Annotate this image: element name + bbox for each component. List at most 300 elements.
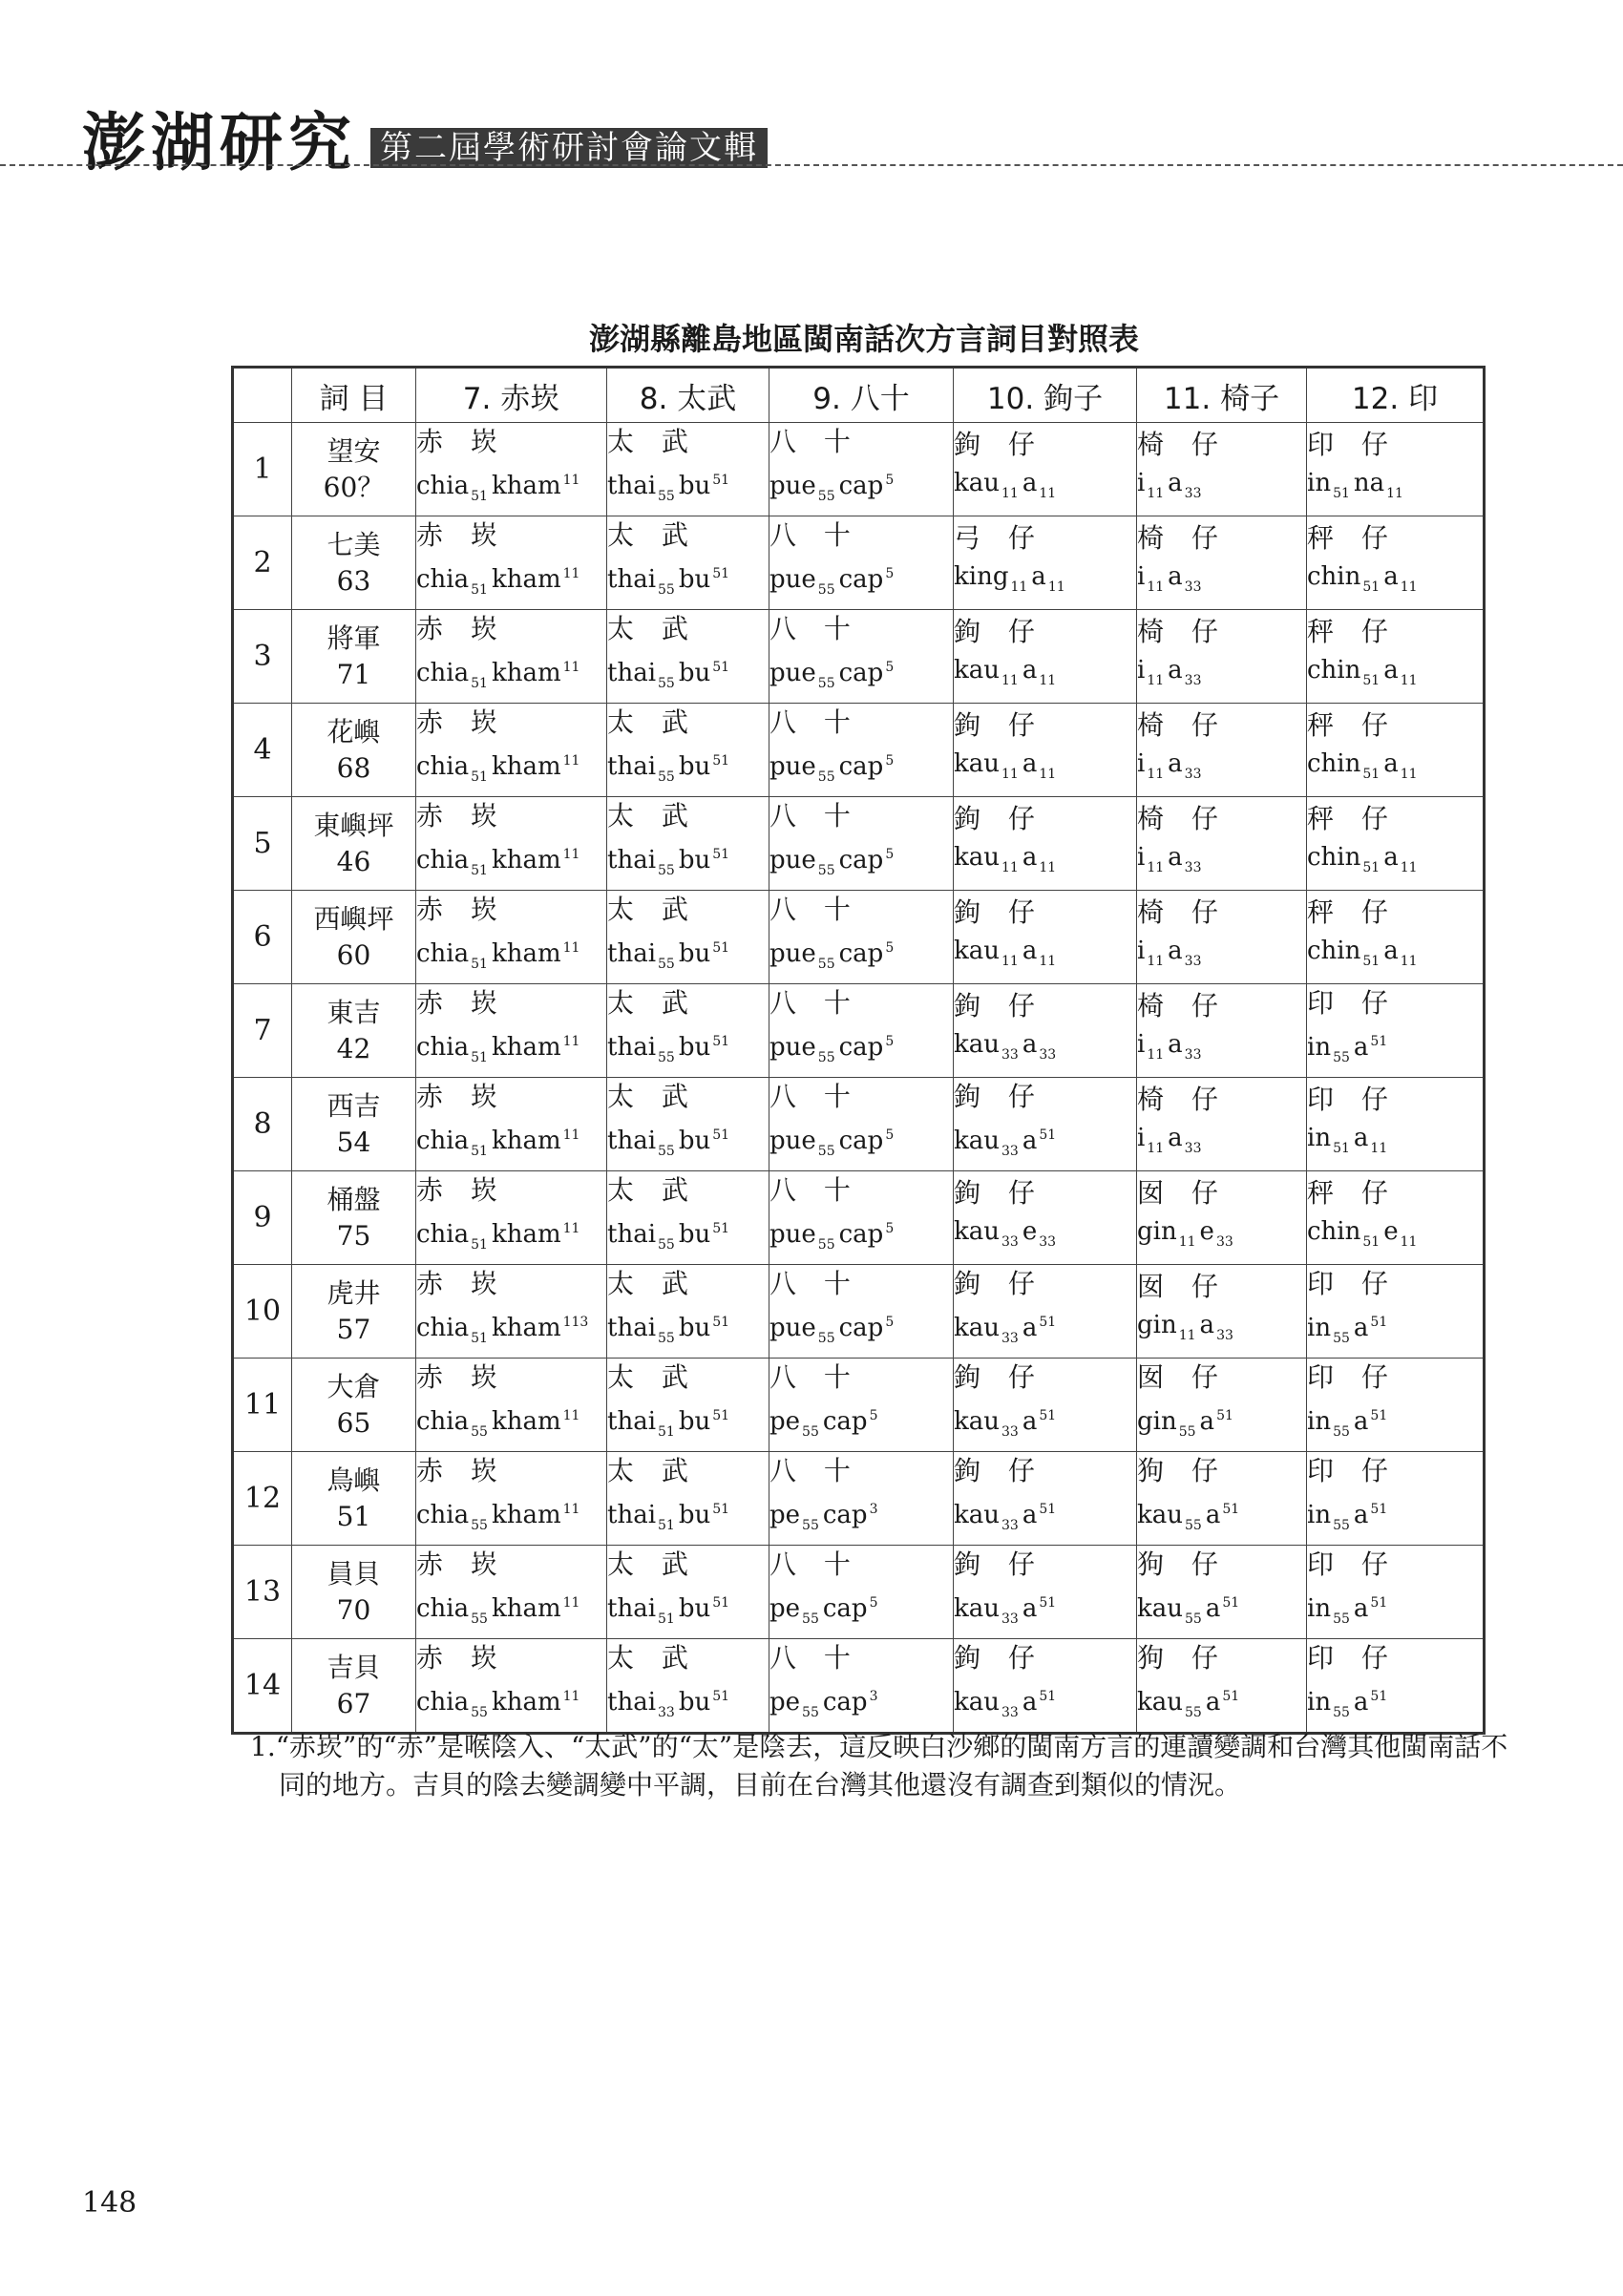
- tone-number: 55: [658, 1237, 675, 1253]
- syllable: kau: [954, 843, 1001, 872]
- word-cell: [769, 1359, 954, 1452]
- tone-number: 33: [658, 1705, 675, 1720]
- tone-number: 11: [1386, 486, 1403, 501]
- tone-number: 51: [1039, 1127, 1057, 1143]
- tone-number: 5: [869, 1595, 878, 1611]
- tone-number: 51: [1039, 1595, 1057, 1611]
- syllable: i: [1137, 1030, 1146, 1059]
- tone-number: 11: [1147, 673, 1165, 688]
- word-characters: 太 武: [607, 1081, 698, 1112]
- syllable: kham: [491, 752, 561, 781]
- syllable: chia: [416, 1407, 470, 1436]
- word-cell: [1137, 423, 1307, 516]
- syllable: pue: [769, 1127, 816, 1155]
- place-cell: [292, 516, 416, 610]
- word-characters: 太 武: [607, 1174, 698, 1206]
- romanization: [954, 932, 1136, 980]
- word-cell: [769, 1171, 954, 1265]
- word-cell: [954, 1265, 1137, 1359]
- word-characters: 太 武: [607, 800, 698, 832]
- word-cell: [1137, 1078, 1307, 1171]
- tone-number: 11: [1147, 1141, 1165, 1156]
- word-cell: [1307, 1639, 1485, 1734]
- tone-number: 55: [658, 863, 675, 878]
- word-cell: [416, 1639, 607, 1734]
- word-cell: [1307, 610, 1485, 704]
- word-cell: [769, 797, 954, 891]
- syllable: pue: [769, 846, 816, 874]
- place-cell: [292, 610, 416, 704]
- syllable: kham: [491, 659, 561, 687]
- word-cell: [1137, 1639, 1307, 1734]
- syllable: bu: [678, 1220, 711, 1249]
- tone-number: 51: [712, 1034, 730, 1049]
- tone-number: 55: [817, 1050, 835, 1065]
- romanization: [769, 929, 953, 983]
- tone-number: 51: [1362, 673, 1381, 688]
- syllable: bu: [678, 1501, 711, 1529]
- table-row: [233, 1546, 1485, 1639]
- word-cell: [416, 1546, 607, 1639]
- tone-number: 55: [658, 769, 675, 785]
- tone-number: 51: [712, 1127, 730, 1143]
- syllable: gin: [1137, 1311, 1177, 1339]
- syllable: cap: [838, 565, 884, 594]
- syllable: a: [1168, 1030, 1183, 1059]
- tone-number: 51: [471, 489, 488, 504]
- word-characters: 太 武: [607, 1268, 698, 1299]
- syllable: kham: [491, 1033, 561, 1062]
- romanization: [1307, 1677, 1483, 1732]
- word-characters: 鉤 仔: [954, 709, 1044, 741]
- syllable: thai: [607, 752, 657, 781]
- table-row: [233, 1265, 1485, 1359]
- table-row: [233, 704, 1485, 797]
- tone-number: 33: [1039, 1234, 1057, 1250]
- tone-number: 11: [1039, 954, 1057, 969]
- syllable: kham: [491, 565, 561, 594]
- word-characters: 八 十: [769, 894, 860, 925]
- tone-number: 11: [1001, 954, 1019, 969]
- word-characters: 太 武: [607, 1548, 698, 1580]
- romanization: [954, 1677, 1136, 1732]
- tone-number: 5: [885, 753, 895, 769]
- tone-number: 33: [1184, 673, 1202, 688]
- tone-number: 55: [1185, 1518, 1202, 1533]
- tone-number: 33: [1001, 1047, 1019, 1063]
- word-cell: [1307, 1546, 1485, 1639]
- tone-number: 33: [1184, 860, 1202, 875]
- tone-number: 11: [1178, 1234, 1196, 1250]
- tone-number: 55: [817, 1331, 835, 1346]
- syllable: thai: [607, 565, 657, 594]
- syllable: cap: [838, 1127, 884, 1155]
- word-cell: [1307, 1171, 1485, 1265]
- word-characters: 印 仔: [1307, 1268, 1398, 1299]
- tone-number: 11: [562, 1408, 580, 1423]
- romanization: [769, 742, 953, 796]
- syllable: kau: [954, 1594, 1001, 1623]
- syllable: kau: [954, 937, 1001, 965]
- tone-number: 55: [471, 1611, 488, 1627]
- tone-number: 55: [1333, 1050, 1350, 1065]
- syllable: kham: [491, 1688, 561, 1717]
- syllable: a: [1022, 1688, 1038, 1717]
- romanization: [607, 1210, 769, 1264]
- tone-number: 55: [658, 582, 675, 598]
- place-cell: [292, 704, 416, 797]
- word-cell: [954, 1359, 1137, 1452]
- row-number: 4: [233, 704, 292, 797]
- tone-number: 33: [1001, 1234, 1019, 1250]
- tone-number: 55: [802, 1518, 819, 1533]
- word-characters: 太 武: [607, 1642, 698, 1674]
- word-cell: [607, 610, 769, 704]
- word-cell: [769, 1452, 954, 1546]
- syllable: bu: [678, 1594, 711, 1623]
- tone-number: 11: [1001, 767, 1019, 782]
- tone-number: 55: [658, 489, 675, 504]
- word-cell: [1307, 1265, 1485, 1359]
- tone-number: 5: [885, 1221, 895, 1236]
- tone-number: 11: [1001, 486, 1019, 501]
- tone-number: 55: [802, 1705, 819, 1720]
- syllable: in: [1307, 1594, 1332, 1623]
- place-code: 46: [336, 845, 371, 877]
- word-cell: [416, 797, 607, 891]
- tone-number: 5: [885, 473, 895, 488]
- place-name: 西吉: [327, 1089, 381, 1122]
- table-row: [233, 1359, 1485, 1452]
- header-cell: 11. 椅子: [1137, 368, 1307, 423]
- row-number: 6: [233, 891, 292, 984]
- tone-number: 33: [1184, 486, 1202, 501]
- syllable: a: [1353, 1314, 1369, 1342]
- romanization: [954, 1397, 1136, 1451]
- word-cell: [1137, 1171, 1307, 1265]
- tone-number: 11: [1001, 860, 1019, 875]
- place-name: 七美: [327, 528, 381, 560]
- syllable: bu: [678, 1127, 711, 1155]
- syllable: kau: [1137, 1501, 1184, 1529]
- tone-number: 55: [1333, 1705, 1350, 1720]
- syllable: chia: [416, 1501, 470, 1529]
- romanization: [769, 1303, 953, 1358]
- romanization: [769, 1397, 953, 1451]
- romanization: [769, 1490, 953, 1545]
- word-cell: [769, 984, 954, 1078]
- word-characters: 八 十: [769, 987, 860, 1019]
- syllable: cap: [838, 1314, 884, 1342]
- syllable: a: [1383, 937, 1399, 965]
- romanization: [954, 1025, 1136, 1074]
- tone-number: 55: [1333, 1518, 1350, 1533]
- syllable: in: [1307, 1033, 1332, 1062]
- word-cell: [1137, 1265, 1307, 1359]
- syllable: a: [1205, 1501, 1221, 1529]
- word-characters: 太 武: [607, 519, 698, 551]
- syllable: e: [1199, 1217, 1214, 1246]
- tone-number: 51: [1222, 1595, 1240, 1611]
- syllable: pue: [769, 1033, 816, 1062]
- place-code: 60: [336, 938, 371, 971]
- word-characters: 鉤 仔: [954, 1361, 1044, 1393]
- romanization: [416, 1490, 606, 1545]
- word-characters: 赤 崁: [416, 1268, 507, 1299]
- tone-number: 11: [562, 1502, 580, 1517]
- word-characters: 赤 崁: [416, 894, 507, 925]
- word-cell: [769, 704, 954, 797]
- place-code: 54: [336, 1126, 371, 1158]
- tone-number: 11: [1370, 1141, 1388, 1156]
- tone-number: 55: [1333, 1424, 1350, 1440]
- tone-number: 55: [471, 1424, 488, 1440]
- syllable: chin: [1307, 843, 1361, 872]
- syllable: in: [1307, 1124, 1332, 1152]
- tone-number: 33: [1001, 1611, 1019, 1627]
- word-cell: [416, 1171, 607, 1265]
- romanization: [1137, 1490, 1306, 1545]
- tone-number: 5: [885, 566, 895, 581]
- word-characters: 赤 崁: [416, 613, 507, 644]
- place-cell: [292, 1452, 416, 1546]
- syllable: kham: [491, 472, 561, 500]
- tone-number: 55: [817, 1144, 835, 1159]
- tone-number: 33: [1001, 1705, 1019, 1720]
- romanization: [1307, 464, 1483, 513]
- syllable: kham: [491, 1594, 561, 1623]
- word-characters: 鉤 仔: [954, 990, 1044, 1022]
- word-cell: [607, 516, 769, 610]
- word-characters: 印 仔: [1307, 1455, 1398, 1486]
- syllable: a: [1168, 937, 1183, 965]
- row-number: 13: [233, 1546, 292, 1639]
- tone-number: 33: [1039, 1047, 1057, 1063]
- tone-number: 51: [471, 676, 488, 691]
- romanization: [1307, 1490, 1483, 1545]
- romanization: [607, 1303, 769, 1358]
- tone-number: 33: [1216, 1328, 1233, 1343]
- word-characters: 八 十: [769, 1174, 860, 1206]
- tone-number: 5: [885, 940, 895, 956]
- word-cell: [954, 423, 1137, 516]
- word-characters: 印 仔: [1307, 1642, 1398, 1674]
- word-cell: [607, 704, 769, 797]
- syllable: a: [1022, 656, 1038, 685]
- word-characters: 印 仔: [1307, 429, 1398, 460]
- syllable: thai: [607, 846, 657, 874]
- tone-number: 55: [1185, 1611, 1202, 1627]
- word-characters: 椅 仔: [1137, 896, 1228, 928]
- word-characters: 太 武: [607, 894, 698, 925]
- tone-number: 55: [817, 489, 835, 504]
- tone-number: 33: [1001, 1331, 1019, 1346]
- table-row: [233, 1171, 1485, 1265]
- romanization: [607, 1022, 769, 1077]
- place-code: 60？: [323, 471, 385, 503]
- syllable: kau: [954, 1217, 1001, 1246]
- romanization: [1137, 1025, 1306, 1074]
- syllable: chin: [1307, 1217, 1361, 1246]
- word-cell: [416, 423, 607, 516]
- tone-number: 11: [1400, 673, 1418, 688]
- syllable: a: [1383, 749, 1399, 778]
- comparison-table: [231, 366, 1486, 1735]
- tone-number: 51: [1039, 1315, 1057, 1330]
- word-cell: [416, 704, 607, 797]
- syllable: bu: [678, 565, 711, 594]
- tone-number: 55: [817, 676, 835, 691]
- syllable: kau: [954, 1407, 1001, 1436]
- syllable: a: [1022, 1594, 1038, 1623]
- place-code: 65: [336, 1406, 371, 1439]
- word-cell: [1137, 984, 1307, 1078]
- syllable: a: [1022, 469, 1038, 497]
- romanization: [607, 742, 769, 796]
- word-characters: 太 武: [607, 613, 698, 644]
- syllable: gin: [1137, 1407, 1177, 1436]
- romanization: [954, 1584, 1136, 1638]
- syllable: a: [1383, 656, 1399, 685]
- romanization: [769, 648, 953, 703]
- syllable: kau: [954, 1127, 1001, 1155]
- tone-number: 33: [1184, 1047, 1202, 1063]
- tone-number: 51: [1362, 954, 1381, 969]
- header-cell: 8. 太武: [607, 368, 769, 423]
- tone-number: 11: [1400, 860, 1418, 875]
- romanization: [1307, 1303, 1483, 1358]
- tone-number: 33: [1184, 767, 1202, 782]
- word-cell: [416, 1359, 607, 1452]
- syllable: a: [1022, 1407, 1038, 1436]
- word-characters: 椅 仔: [1137, 429, 1228, 460]
- romanization: [954, 1212, 1136, 1261]
- table-row: [233, 423, 1485, 516]
- romanization: [607, 648, 769, 703]
- tone-number: 55: [658, 1331, 675, 1346]
- syllable: cap: [822, 1688, 868, 1717]
- syllable: bu: [678, 1033, 711, 1062]
- syllable: a: [1022, 937, 1038, 965]
- word-cell: [954, 516, 1137, 610]
- syllable: kau: [954, 1030, 1001, 1059]
- word-cell: [607, 1078, 769, 1171]
- row-number: 12: [233, 1452, 292, 1546]
- place-name: 東吉: [327, 996, 381, 1028]
- tone-number: 55: [1333, 1611, 1350, 1627]
- romanization: [416, 1116, 606, 1170]
- romanization: [769, 555, 953, 609]
- tone-number: 33: [1184, 1141, 1202, 1156]
- word-characters: 鉤 仔: [954, 1455, 1044, 1486]
- word-characters: 八 十: [769, 706, 860, 738]
- place-cell: [292, 1546, 416, 1639]
- romanization: [769, 1584, 953, 1638]
- tone-number: 5: [885, 1127, 895, 1143]
- syllable: thai: [607, 472, 657, 500]
- tone-number: 11: [562, 1689, 580, 1704]
- syllable: pue: [769, 1220, 816, 1249]
- tone-number: 55: [471, 1518, 488, 1533]
- word-characters: 秤 仔: [1307, 896, 1398, 928]
- tone-number: 51: [1370, 1408, 1388, 1423]
- place-code: 51: [336, 1500, 371, 1532]
- word-cell: [1137, 891, 1307, 984]
- syllable: pue: [769, 659, 816, 687]
- table-title: 澎湖縣離島地區閩南話次方言詞目對照表: [588, 321, 1139, 357]
- word-cell: [769, 1639, 954, 1734]
- syllable: cap: [838, 939, 884, 968]
- tone-number: 55: [658, 676, 675, 691]
- tone-number: 11: [1147, 860, 1165, 875]
- romanization: [1307, 838, 1483, 887]
- tone-number: 51: [712, 660, 730, 675]
- word-cell: [1137, 1546, 1307, 1639]
- word-cell: [1137, 797, 1307, 891]
- syllable: in: [1307, 469, 1332, 497]
- syllable: cap: [822, 1501, 868, 1529]
- word-cell: [1307, 891, 1485, 984]
- romanization: [1307, 1119, 1483, 1168]
- word-cell: [607, 1639, 769, 1734]
- syllable: i: [1137, 749, 1146, 778]
- word-characters: 八 十: [769, 1455, 860, 1486]
- syllable: a: [1022, 843, 1038, 872]
- tone-number: 55: [817, 863, 835, 878]
- tone-number: 51: [471, 1331, 488, 1346]
- word-cell: [416, 516, 607, 610]
- romanization: [416, 1397, 606, 1451]
- tone-number: 51: [658, 1518, 675, 1533]
- romanization: [1137, 1119, 1306, 1168]
- tone-number: 5: [885, 847, 895, 862]
- tone-number: 11: [562, 660, 580, 675]
- word-cell: [416, 1452, 607, 1546]
- word-characters: 太 武: [607, 1455, 698, 1486]
- syllable: kau: [954, 1688, 1001, 1717]
- word-cell: [416, 610, 607, 704]
- place-cell: [292, 1359, 416, 1452]
- syllable: chin: [1307, 749, 1361, 778]
- word-characters: 秤 仔: [1307, 616, 1398, 647]
- romanization: [1307, 745, 1483, 793]
- word-cell: [769, 610, 954, 704]
- word-cell: [769, 1546, 954, 1639]
- word-characters: 太 武: [607, 426, 698, 457]
- syllable: chia: [416, 1688, 470, 1717]
- header-cell: 9. 八十: [769, 368, 954, 423]
- tone-number: 11: [562, 1127, 580, 1143]
- table-row: [233, 797, 1485, 891]
- place-cell: [292, 1639, 416, 1734]
- syllable: bu: [678, 472, 711, 500]
- tone-number: 51: [1039, 1502, 1057, 1517]
- place-code: 67: [336, 1687, 371, 1719]
- tone-number: 51: [712, 566, 730, 581]
- header-cell: 10. 鉤子: [954, 368, 1137, 423]
- tone-number: 11: [1039, 673, 1057, 688]
- syllable: i: [1137, 937, 1146, 965]
- word-characters: 赤 崁: [416, 519, 507, 551]
- word-characters: 囡 仔: [1137, 1177, 1228, 1209]
- word-characters: 狗 仔: [1137, 1455, 1228, 1486]
- romanization: [1307, 651, 1483, 700]
- place-code: 63: [336, 564, 371, 597]
- word-characters: 鉤 仔: [954, 1177, 1044, 1209]
- place-code: 57: [336, 1313, 371, 1345]
- syllable: in: [1307, 1314, 1332, 1342]
- syllable: a: [1353, 1688, 1369, 1717]
